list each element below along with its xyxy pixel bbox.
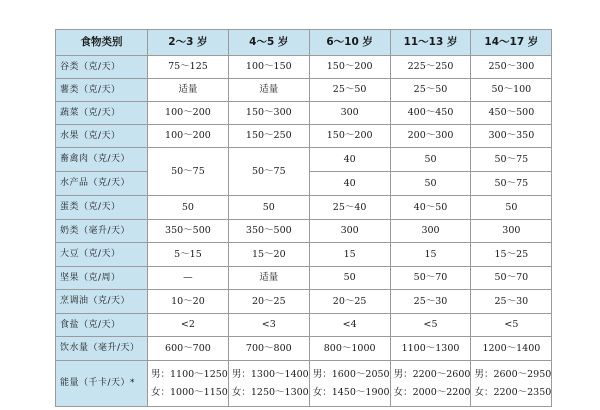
energy-cell xyxy=(148,361,229,407)
table-cell: 50～100 xyxy=(471,79,552,102)
table-cell: 50 xyxy=(390,148,471,172)
table-cell: 20～25 xyxy=(309,290,390,314)
table-cell: 5～15 xyxy=(148,243,229,267)
table-cell: 225～250 xyxy=(390,56,471,79)
header-row xyxy=(56,30,552,56)
table-cell: — xyxy=(148,267,229,290)
energy-cell xyxy=(471,361,552,407)
header-age-6-10: 6～10 岁 xyxy=(309,30,390,56)
energy-female: 女：1450～1900 xyxy=(312,386,390,398)
table-cell: 15 xyxy=(390,243,471,267)
table-cell: 300～350 xyxy=(471,125,552,148)
table-row-meat xyxy=(56,148,552,172)
table-cell: 400～450 xyxy=(390,102,471,125)
table-cell: 1100～1300 xyxy=(390,337,471,361)
table-cell: 15～25 xyxy=(471,243,552,267)
row-label: 食盐（克/天） xyxy=(56,314,148,337)
table-cell: 350～500 xyxy=(148,220,229,243)
energy-cell xyxy=(309,361,390,407)
table-cell: 50 xyxy=(309,267,390,290)
table-row xyxy=(56,337,552,361)
table-cell: 20～25 xyxy=(228,290,309,314)
table-row xyxy=(56,267,552,290)
table-row xyxy=(56,102,552,125)
row-label: 奶类（毫升/天） xyxy=(56,220,148,243)
table-row xyxy=(56,79,552,102)
table-cell: 50 xyxy=(228,196,309,220)
table-cell: 40 xyxy=(309,172,390,196)
row-label: 能量（千卡/天）* xyxy=(56,361,148,407)
header-age-4-5: 4～5 岁 xyxy=(228,30,309,56)
table-row xyxy=(56,125,552,148)
table-cell: 适量 xyxy=(148,79,229,102)
table-cell: 50～70 xyxy=(390,267,471,290)
table-cell: 50 xyxy=(390,172,471,196)
table-cell: 300 xyxy=(390,220,471,243)
table-row xyxy=(56,290,552,314)
energy-male: 男：2600～2950 xyxy=(474,369,552,381)
table-cell: 600～700 xyxy=(148,337,229,361)
table-cell: 50 xyxy=(471,196,552,220)
table-cell: 15～20 xyxy=(228,243,309,267)
table-cell: 100～150 xyxy=(228,56,309,79)
table-row xyxy=(56,220,552,243)
row-label: 水果（克/天） xyxy=(56,125,148,148)
table-cell: 150～300 xyxy=(228,102,309,125)
table-cell: 50～70 xyxy=(471,267,552,290)
row-label: 蛋类（克/天） xyxy=(56,196,148,220)
table-cell: <5 xyxy=(471,314,552,337)
table-cell: 100～200 xyxy=(148,102,229,125)
row-label: 薯类（克/天） xyxy=(56,79,148,102)
table-cell: 300 xyxy=(309,102,390,125)
energy-male: 男：1100～1250 xyxy=(151,369,228,381)
table-cell: 50～75 xyxy=(471,148,552,172)
energy-female: 女：2000～2200 xyxy=(393,386,471,398)
table-cell: 700～800 xyxy=(228,337,309,361)
table-cell: 25～30 xyxy=(471,290,552,314)
energy-cell xyxy=(390,361,471,407)
row-label: 大豆（克/天） xyxy=(56,243,148,267)
table-cell: 300 xyxy=(471,220,552,243)
energy-cell xyxy=(228,361,309,407)
food-intake-table-container xyxy=(55,29,552,407)
header-age-11-13: 11～13 岁 xyxy=(390,30,471,56)
table-cell: 150～200 xyxy=(309,56,390,79)
table-row xyxy=(56,243,552,267)
table-cell: 25～50 xyxy=(309,79,390,102)
header-age-14-17: 14～17 岁 xyxy=(471,30,552,56)
table-cell: 25～40 xyxy=(309,196,390,220)
table-cell: 25～30 xyxy=(390,290,471,314)
header-food-category: 食物类别 xyxy=(56,30,148,56)
table-cell: <4 xyxy=(309,314,390,337)
table-cell: 15 xyxy=(309,243,390,267)
table-cell: 50 xyxy=(148,196,229,220)
table-cell: 40～50 xyxy=(390,196,471,220)
table-cell-merged: 50～75 xyxy=(148,148,229,196)
table-cell: 300 xyxy=(309,220,390,243)
table-cell: <2 xyxy=(148,314,229,337)
table-cell-merged: 50～75 xyxy=(228,148,309,196)
table-row xyxy=(56,314,552,337)
table-cell: 1200～1400 xyxy=(471,337,552,361)
energy-male: 男：1600～2050 xyxy=(312,369,390,381)
energy-female: 女：1250～1300 xyxy=(231,386,309,398)
table-cell: <3 xyxy=(228,314,309,337)
food-intake-table xyxy=(55,29,552,407)
energy-female: 女：2200～2350 xyxy=(474,386,552,398)
row-label: 烹调油（克/天） xyxy=(56,290,148,314)
table-cell: 250～300 xyxy=(471,56,552,79)
row-label: 饮水量（毫升/天） xyxy=(56,337,148,361)
row-label: 谷类（克/天） xyxy=(56,56,148,79)
row-label: 坚果（克/周） xyxy=(56,267,148,290)
table-cell: 适量 xyxy=(228,79,309,102)
header-age-2-3: 2～3 岁 xyxy=(148,30,229,56)
energy-female: 女：1000～1150 xyxy=(151,386,228,398)
table-cell: 350～500 xyxy=(228,220,309,243)
table-row xyxy=(56,196,552,220)
table-cell: 40 xyxy=(309,148,390,172)
table-cell: 450～500 xyxy=(471,102,552,125)
row-label: 蔬菜（克/天） xyxy=(56,102,148,125)
row-label: 畜禽肉（克/天） xyxy=(56,148,148,172)
row-label: 水产品（克/天） xyxy=(56,172,148,196)
table-cell: 800～1000 xyxy=(309,337,390,361)
table-cell: 10～20 xyxy=(148,290,229,314)
table-cell: 100～200 xyxy=(148,125,229,148)
energy-male: 男：1300～1400 xyxy=(231,369,309,381)
table-cell: 150～200 xyxy=(309,125,390,148)
table-cell: <5 xyxy=(390,314,471,337)
table-cell: 75～125 xyxy=(148,56,229,79)
table-cell: 200～300 xyxy=(390,125,471,148)
table-cell: 50～75 xyxy=(471,172,552,196)
energy-male: 男：2200～2600 xyxy=(393,369,471,381)
table-cell: 25～50 xyxy=(390,79,471,102)
table-row xyxy=(56,56,552,79)
table-row-energy xyxy=(56,361,552,407)
table-cell: 150～250 xyxy=(228,125,309,148)
table-cell: 适量 xyxy=(228,267,309,290)
